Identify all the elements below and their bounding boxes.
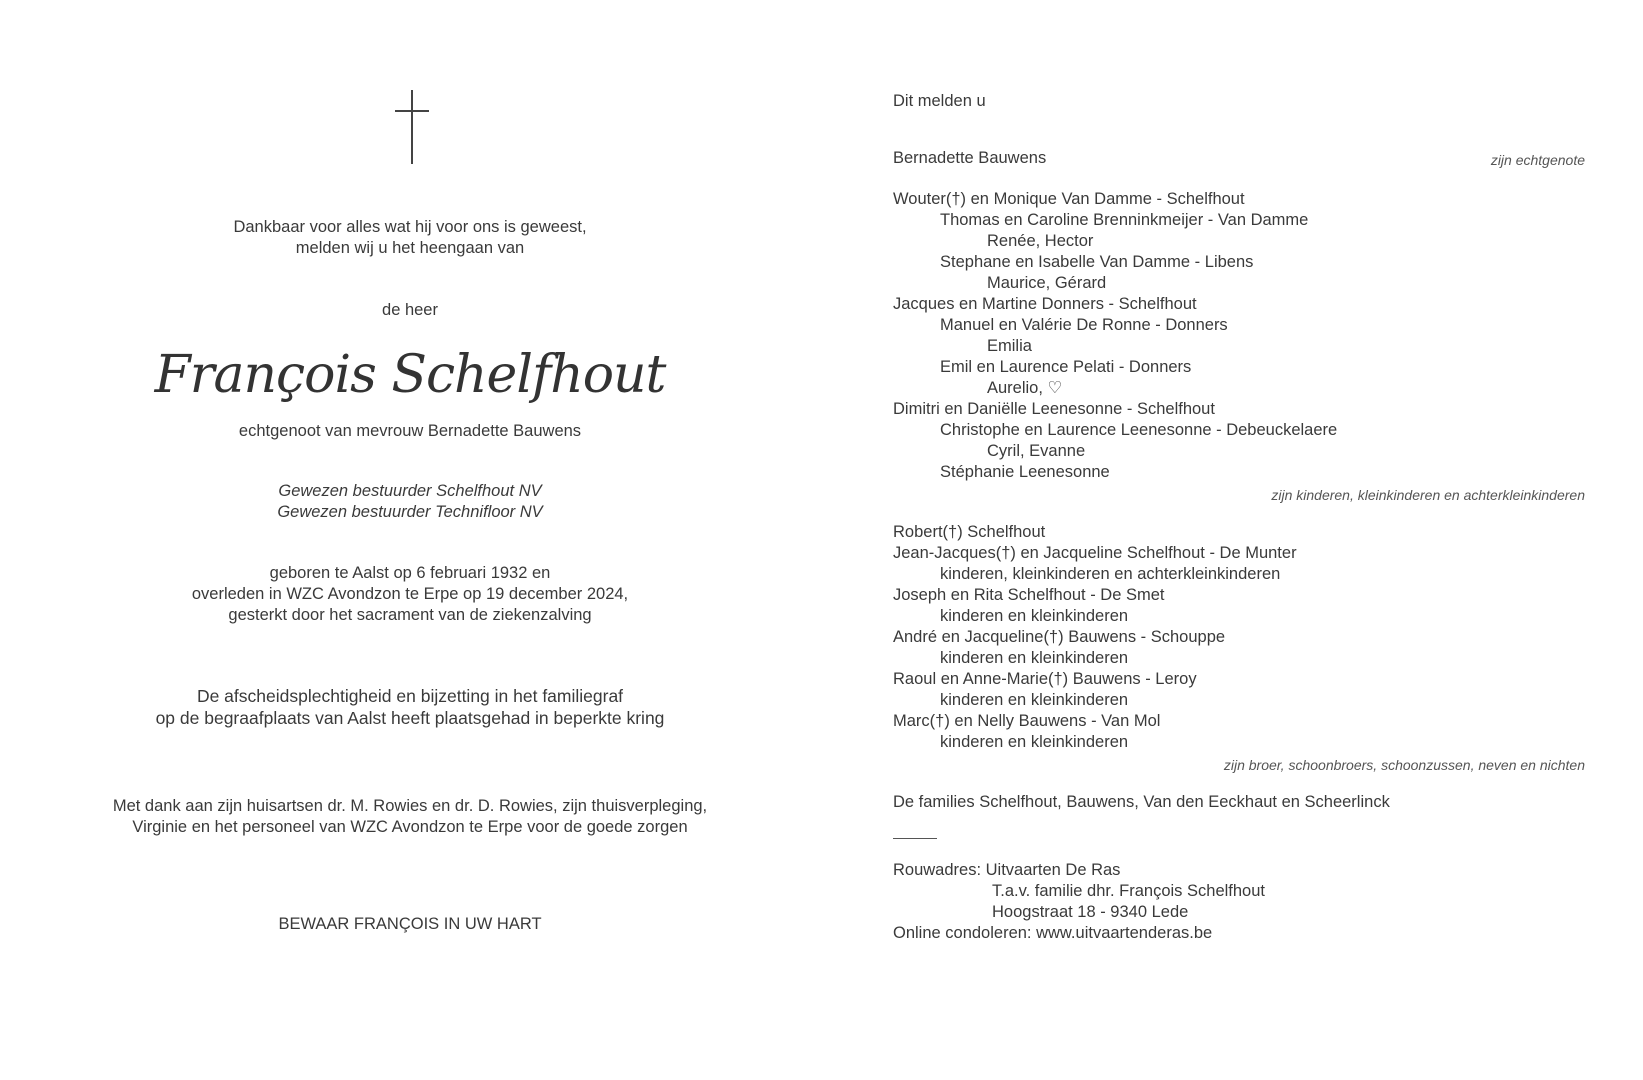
list-item: Dimitri en Daniëlle Leenesonne - Schelfhout (893, 400, 1215, 418)
list-item: Emil en Laurence Pelati - Donners (940, 358, 1192, 376)
address-line: Hoogstraat 18 - 9340 Lede (992, 903, 1189, 921)
children-role: zijn kinderen, kleinkinderen en achterkleinkinderen (1271, 487, 1585, 503)
announce-header: Dit melden u (893, 92, 986, 110)
closing-text: BEWAAR FRANÇOIS IN UW HART (278, 915, 542, 933)
list-item: kinderen en kleinkinderen (940, 733, 1129, 751)
list-item: André en Jacqueline(†) Bauwens - Schouppe (893, 628, 1226, 646)
thanks-text: Met dank aan zijn huisartsen dr. M. Rowies en dr. D. Rowies, zijn thuisverpleging, Virginie en het personeel van WZC Avondzon te Erpe voor de goede zorgen (112, 797, 708, 836)
address-line: T.a.v. familie dhr. François Schelfhout (992, 882, 1265, 900)
divider (893, 838, 937, 839)
list-item: Thomas en Caroline Brenninkmeijer - Van Damme (940, 211, 1309, 229)
title-prefix: de heer (382, 301, 438, 319)
list-item: Marc(†) en Nelly Bauwens - Van Mol (893, 712, 1161, 730)
list-item: Aurelio, ♡ (987, 379, 1063, 397)
life-dates: geboren te Aalst op 6 februari 1932 en overleden in WZC Avondzon te Erpe op 19 december 2024, gesterkt door het sacrament van de ziekenzalving (191, 564, 629, 624)
cross-icon (395, 90, 429, 164)
list-item: Robert(†) Schelfhout (893, 523, 1046, 541)
list-item: Stéphanie Leenesonne (940, 463, 1110, 481)
list-item: Manuel en Valérie De Ronne - Donners (940, 316, 1228, 334)
list-item: Emilia (987, 337, 1032, 355)
list-item: Stephane en Isabelle Van Damme - Libens (940, 253, 1254, 271)
roles: Gewezen bestuurder Schelfhout NV Gewezen bestuurder Technifloor NV (277, 482, 543, 521)
list-item: kinderen en kleinkinderen (940, 691, 1129, 709)
list-item: kinderen en kleinkinderen (940, 607, 1129, 625)
list-item: Maurice, Gérard (987, 274, 1107, 292)
address-line: Rouwadres: Uitvaarten De Ras (893, 861, 1121, 879)
spouse-name: Bernadette Bauwens (893, 149, 1047, 167)
online-condolence-link[interactable]: Online condoleren: www.uitvaartenderas.be (893, 924, 1213, 942)
list-item: kinderen en kleinkinderen (940, 649, 1129, 667)
spouse-role: zijn echtgenote (1490, 152, 1585, 168)
list-item: Raoul en Anne-Marie(†) Bauwens - Leroy (893, 670, 1197, 688)
list-item: Joseph en Rita Schelfhout - De Smet (893, 586, 1165, 604)
deceased-name: François Schelfhout (154, 345, 666, 405)
list-item: Jacques en Martine Donners - Schelfhout (893, 295, 1197, 313)
ceremony-text: De afscheidsplechtigheid en bijzetting in het familiegraf op de begraafplaats van Aalst heeft plaatsgehad in beperkte kring (155, 686, 665, 728)
list-item: Wouter(†) en Monique Van Damme - Schelfhout (893, 190, 1245, 208)
list-item: kinderen, kleinkinderen en achterkleinkinderen (940, 565, 1281, 583)
intro-text: Dankbaar voor alles wat hij voor ons is geweest, melden wij u het heengaan van (233, 218, 587, 257)
families-line: De families Schelfhout, Bauwens, Van den Eeckhaut en Scheerlinck (893, 793, 1390, 811)
list-item: Christophe en Laurence Leenesonne - Debeuckelaere (940, 421, 1338, 439)
spouse-line: echtgenoot van mevrouw Bernadette Bauwens (238, 422, 582, 440)
siblings-role: zijn broer, schoonbroers, schoonzussen, neven en nichten (1223, 757, 1585, 773)
list-item: Jean-Jacques(†) en Jacqueline Schelfhout - De Munter (893, 544, 1297, 562)
list-item: Cyril, Evanne (987, 442, 1086, 460)
list-item: Renée, Hector (987, 232, 1094, 250)
